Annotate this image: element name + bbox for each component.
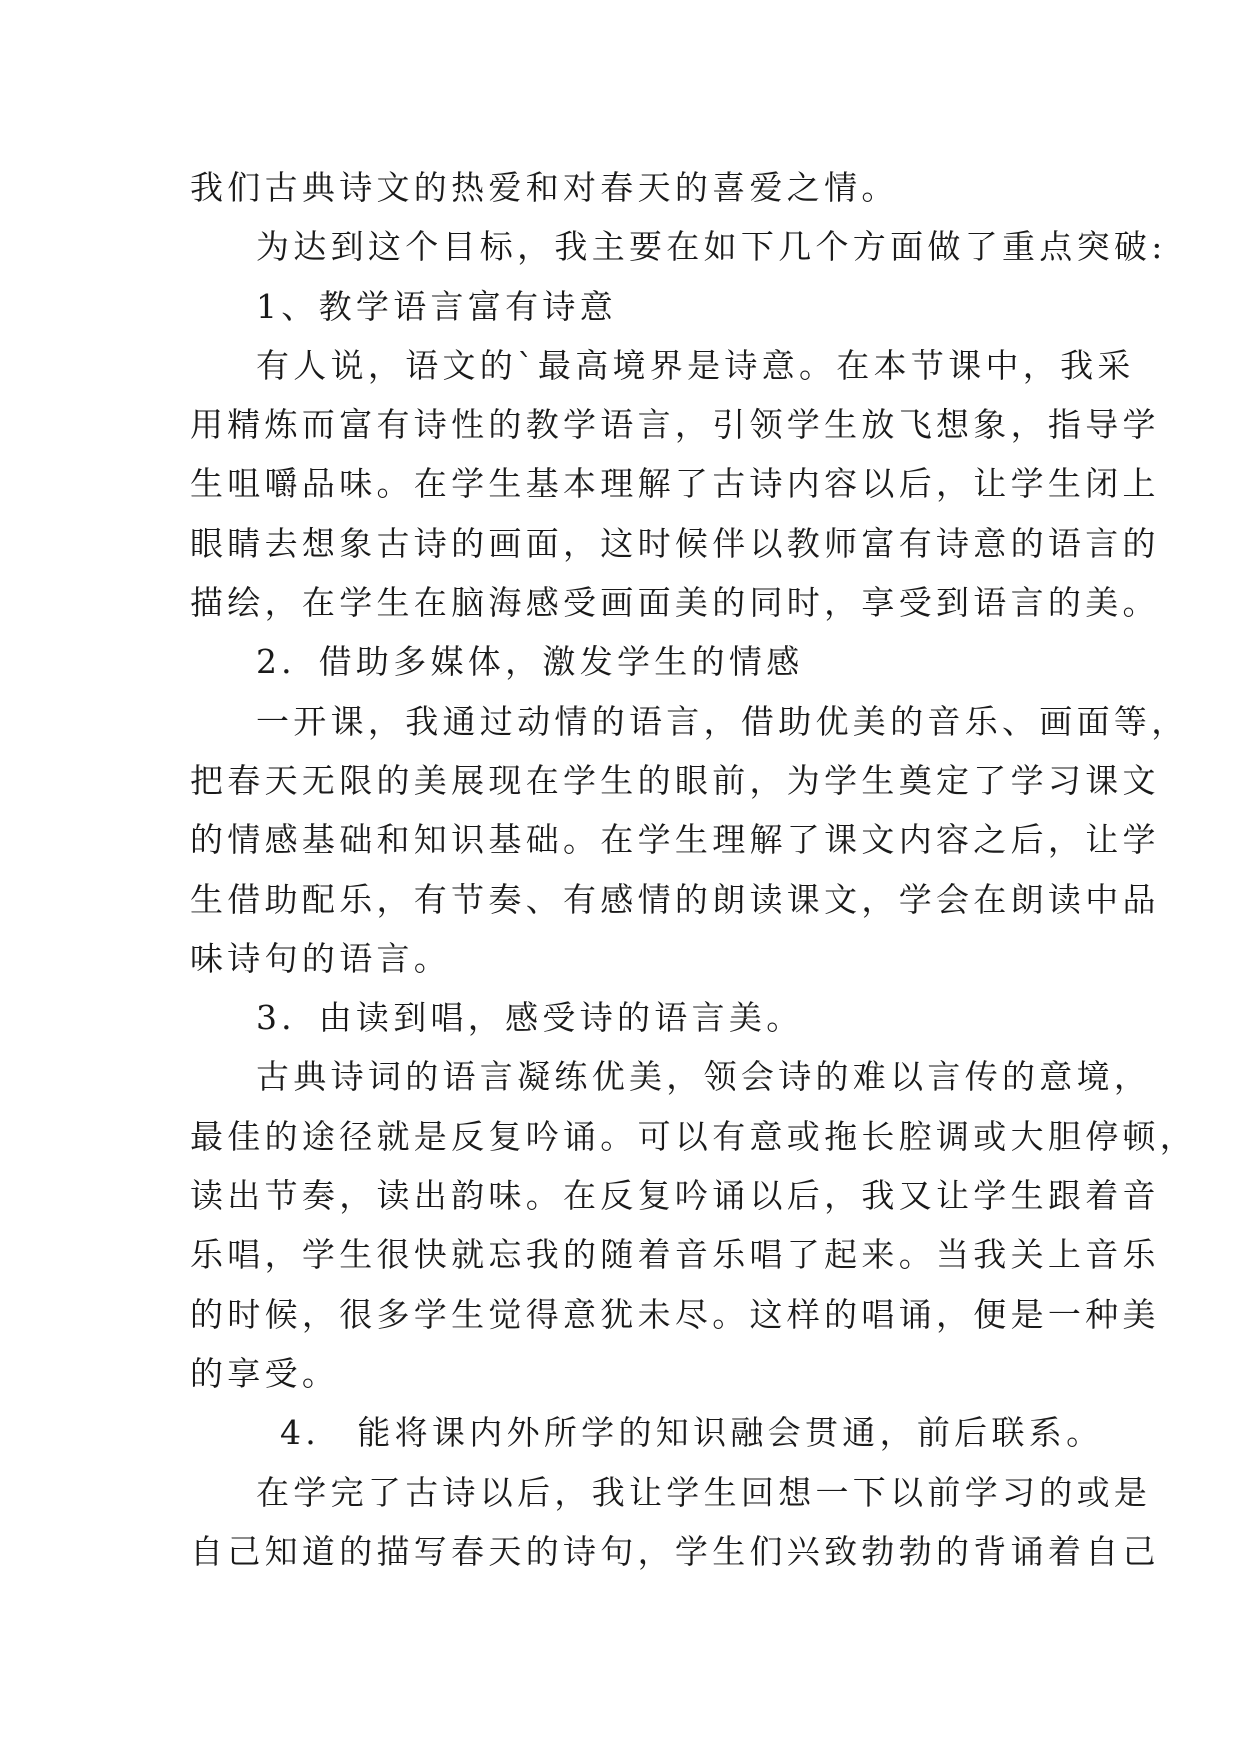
text-line: 古典诗词的语言凝练优美，领会诗的难以言传的意境， [256,1057,1152,1097]
text-line: 的享受。 [190,1353,340,1393]
text-line: 在学完了古诗以后，我让学生回想一下以前学习的或是 [256,1472,1152,1512]
text-line: 用精炼而富有诗性的教学语言，引领学生放飞想象，指导学 [190,405,1160,445]
text-line: 的时候，很多学生觉得意犹未尽。这样的唱诵，便是一种美 [190,1294,1160,1334]
text-line: 读出节奏，读出韵味。在反复吟诵以后，我又让学生跟着音 [190,1176,1160,1216]
text-line: 描绘，在学生在脑海感受画面美的同时，享受到语言的美。 [190,583,1160,623]
text-line: 自己知道的描写春天的诗句，学生们兴致勃勃的背诵着自己 [190,1531,1160,1571]
text-line: 最佳的途径就是反复吟诵。可以有意或拖长腔调或大胆停顿， [190,1116,1198,1156]
text-line: 乐唱，学生很快就忘我的随着音乐唱了起来。当我关上音乐 [190,1235,1160,1275]
section-heading: 4. 能将课内外所学的知识融会贯通，前后联系。 [280,1413,1104,1453]
text-line: 生借助配乐，有节奏、有感情的朗读课文，学会在朗读中品 [190,879,1160,919]
section-heading: 2．借助多媒体，激发学生的情感 [256,642,804,682]
text-line: 有人说，语文的`最高境界是诗意。在本节课中，我采 [256,345,1135,385]
text-line: 为达到这个目标，我主要在如下几个方面做了重点突破: [256,227,1167,267]
section-heading: 1、教学语言富有诗意 [256,286,617,326]
text-line: 生咀嚼品味。在学生基本理解了古诗内容以后，让学生闭上 [190,464,1160,504]
text-line: 我们古典诗文的热爱和对春天的喜爱之情。 [190,168,899,207]
text-line: 把春天无限的美展现在学生的眼前，为学生奠定了学习课文 [190,760,1160,800]
text-line: 味诗句的语言。 [190,938,452,978]
body-text [190,158,1198,1581]
text-line: 的情感基础和知识基础。在学生理解了课文内容之后，让学 [190,820,1160,860]
text-line: 一开课，我通过动情的语言，借助优美的音乐、画面等， [256,701,1189,741]
text-line: 眼睛去想象古诗的画面，这时候伴以教师富有诗意的语言的 [190,523,1160,563]
section-heading: 3．由读到唱，感受诗的语言美。 [256,998,804,1038]
